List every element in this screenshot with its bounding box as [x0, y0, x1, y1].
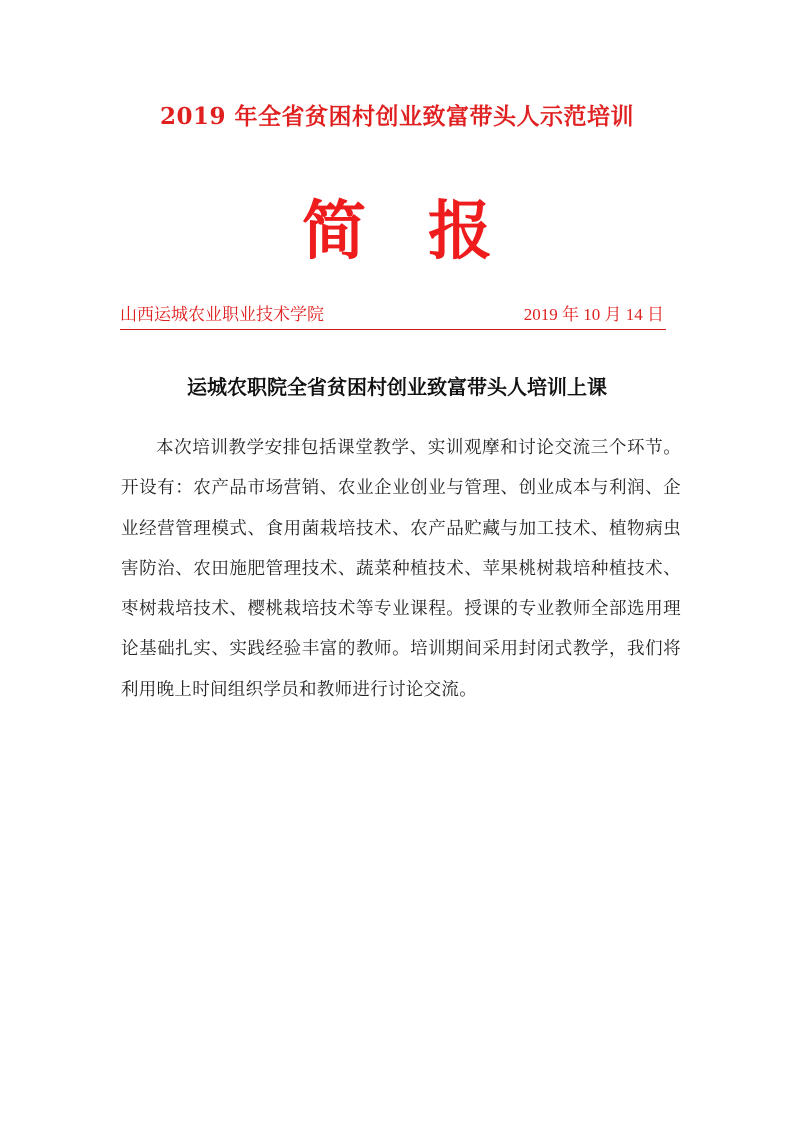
organization-name: 山西运城农业职业技术学院	[120, 305, 324, 325]
issue-date: 2019 年 10 月 14 日	[523, 305, 664, 324]
article-headline: 运城农职院全省贫困村创业致富带头人培训上课	[187, 375, 607, 399]
article-body: 本次培训教学安排包括课堂教学、实训观摩和讨论交流三个环节。开设有：农产品市场营销、农业企业创业与管理、创业成本与利润、企业经营管理模式、食用菌栽培技术、农产品贮藏与加工技术、植物病虫害防治、农田施肥管理技术、蔬菜种植技术、苹果桃树栽培种植技术、枣树栽培技术、樱桃栽培技术等专业课程。授课的专业教师全部选用理论基础扎实、实践经验丰富的教师。培训期间采用封闭式教学，我们将利用晚上时间组织学员和教师进行讨论交流。	[121, 438, 681, 700]
masthead-line	[120, 303, 666, 330]
report-title	[0, 192, 794, 272]
program-title: 2019 年全省贫困村创业致富带头人示范培训	[159, 103, 635, 130]
report-title-char-2: 报	[428, 195, 492, 269]
report-title-char-1: 简	[302, 195, 366, 269]
